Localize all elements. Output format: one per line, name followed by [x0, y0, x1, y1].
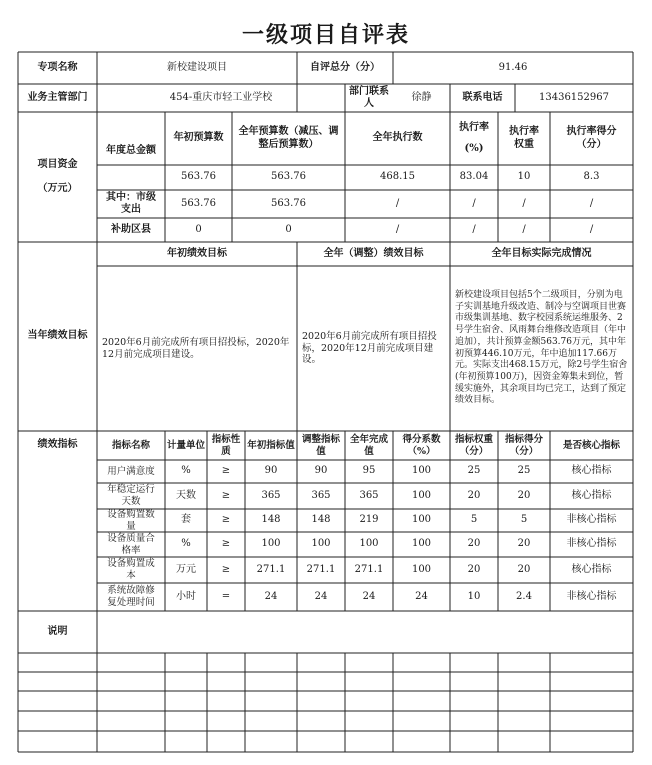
funds-section-label — [18, 112, 97, 242]
indicator-cell: 20 — [467, 489, 481, 501]
contact-label: 部门联系人 — [349, 85, 389, 109]
goals-initial-text: 2020年6月前完成所有项目招投标，2020年12月前完成项目建设。 — [102, 336, 290, 360]
funds-county-executed: / — [395, 223, 400, 235]
ind-h-adjusted: 调整指标值 — [301, 433, 340, 457]
funds-header-total: 年度总金额 — [106, 144, 156, 156]
rate-label: 执行率 — [459, 122, 489, 133]
indicator-cell: 核心指标 — [571, 489, 612, 501]
indicator-cell: ≥ — [221, 465, 231, 477]
indicator-cell: 10 — [467, 590, 481, 602]
indicator-cell: 20 — [467, 538, 481, 550]
indicator-cell: 365 — [359, 489, 379, 501]
goals-section-label: 当年绩效目标 — [27, 330, 88, 342]
funds-total-score: 8.3 — [583, 171, 600, 183]
rate-unit: (%) — [464, 142, 484, 154]
indicator-cell: 100 — [411, 489, 432, 501]
indicator-cell: 24 — [314, 590, 328, 602]
indicator-cell: 20 — [517, 538, 531, 550]
indicator-name: 设备质量合格率 — [107, 532, 155, 556]
indicator-cell: 非核心指标 — [566, 514, 617, 526]
funds-header-rate — [450, 112, 498, 165]
funds-header-initial: 年初预算数 — [173, 132, 224, 144]
indicator-cell: 271.1 — [306, 563, 336, 575]
indicator-cell: 20 — [467, 563, 481, 575]
indicator-cell: 100 — [411, 514, 432, 526]
indicator-cell: = — [221, 590, 231, 602]
self-score-value: 91.46 — [498, 61, 528, 73]
ind-h-nature: 指标性质 — [211, 433, 241, 457]
funds-city-rate: / — [472, 197, 476, 209]
indicator-cell: 100 — [411, 538, 432, 550]
goals-adjusted-text: 2020年6月前完成所有项目招投标，2020年12月前完成项目建设。 — [302, 330, 437, 366]
notes-content[interactable] — [97, 611, 633, 653]
indicator-cell: 148 — [311, 514, 331, 526]
contact-value: 徐静 — [411, 91, 432, 103]
indicator-cell: 5 — [470, 514, 478, 526]
funds-total-rate: 83.04 — [459, 171, 489, 183]
indicator-cell: 24 — [415, 590, 428, 602]
indicator-cell: 90 — [264, 465, 278, 477]
indicator-cell: 365 — [311, 489, 331, 501]
funds-county-score: / — [589, 223, 594, 235]
indicator-cell: 万元 — [176, 563, 196, 575]
indicator-cell: 20 — [517, 563, 531, 575]
indicator-name: 设备购置数量 — [107, 508, 155, 532]
ind-h-initial: 年初指标值 — [247, 439, 295, 451]
ind-h-unit: 计量单位 — [167, 439, 206, 451]
indicator-name: 用户满意度 — [107, 465, 155, 477]
project-name-label: 专项名称 — [37, 61, 78, 73]
indicator-cell: 25 — [467, 465, 481, 477]
indicator-cell: 小时 — [176, 590, 196, 602]
ind-h-coef: 得分系数（%） — [402, 433, 441, 457]
funds-header-executed: 全年执行数 — [372, 132, 423, 144]
funds-city-initial: 563.76 — [181, 197, 216, 209]
indicator-cell: 100 — [411, 563, 432, 575]
indicator-cell: 100 — [359, 538, 379, 550]
funds-county-adjusted: 0 — [285, 223, 292, 235]
funds-city-score: / — [589, 197, 594, 209]
indicator-cell: 25 — [517, 465, 531, 477]
funds-county-initial: 0 — [195, 223, 202, 235]
indicator-cell: 100 — [311, 538, 331, 550]
ind-h-score: 指标得分（分） — [504, 433, 543, 457]
indicator-cell: ≥ — [221, 538, 231, 550]
funds-total-initial: 563.76 — [181, 171, 216, 183]
ind-h-name: 指标名称 — [111, 439, 150, 451]
indicator-cell: 271.1 — [256, 563, 286, 575]
funds-header-weight: 执行率权重 — [509, 126, 539, 150]
funds-county-label: 补助区县 — [111, 223, 151, 235]
funds-county-weight: / — [522, 223, 526, 235]
indicator-name: 设备购置成本 — [107, 558, 155, 581]
goals-actual-text: 新校建设项目包括5个二级项目，分别为电子实训基地升级改造、制冷与空调项目世赛市级集训基地、数字校园系统运维服务、2号学生宿舍、风雨舞台维修改造项目（年中追加），共计预算金额563.76万元，其中年初预算446.10万元，年中追加117.66万元。实际支出468.15万元，除2号学生宿舍(年初预算100万)，因资金筹集未到位，暂缓实施外，其余项目均已完工，达到了预定绩效目标。 — [455, 290, 628, 406]
funds-county-rate: / — [472, 223, 476, 235]
ind-h-weight: 指标权重（分） — [454, 433, 493, 457]
notes-label: 说明 — [47, 625, 68, 637]
funds-total-executed: 468.15 — [380, 171, 415, 183]
indicator-cell: 2.4 — [516, 590, 532, 602]
ind-h-actual: 全年完成值 — [349, 433, 388, 457]
funds-label: 项目资金 — [37, 158, 78, 170]
goals-col-actual: 全年目标实际完成情况 — [491, 247, 592, 259]
funds-total-adjusted: 563.76 — [271, 171, 306, 183]
goals-col-initial: 年初绩效目标 — [167, 247, 227, 259]
phone-label: 联系电话 — [462, 91, 503, 103]
project-name-value: 新校建设项目 — [167, 61, 227, 73]
goals-col-adjusted: 全年（调整）绩效目标 — [323, 247, 424, 259]
indicator-name: 年稳定运行天数 — [107, 484, 155, 507]
indicator-cell: 100 — [261, 538, 281, 550]
indicator-cell: 非核心指标 — [566, 538, 617, 550]
indicator-cell: 24 — [362, 590, 376, 602]
indicator-cell: 271.1 — [354, 563, 384, 575]
phone-value: 13436152967 — [539, 91, 609, 103]
indicator-cell: 20 — [517, 489, 531, 501]
dept-value: 454-重庆市轻工业学校 — [169, 91, 273, 103]
indicator-cell: 100 — [411, 465, 432, 477]
funds-unit: （万元） — [37, 183, 78, 194]
funds-city-executed: / — [395, 197, 400, 209]
indicator-cell: 90 — [314, 465, 328, 477]
indicator-cell: 5 — [520, 514, 528, 526]
self-score-label: 自评总分（分） — [310, 61, 380, 73]
page-title: 一级项目自评表 — [241, 22, 410, 48]
indicator-cell: 24 — [264, 590, 278, 602]
funds-city-weight: / — [522, 197, 526, 209]
indicators-section-label: 绩效指标 — [37, 439, 78, 451]
indicator-cell: 非核心指标 — [566, 590, 617, 602]
funds-city-label: 其中：市级支出 — [106, 191, 156, 215]
indicator-cell: ≥ — [221, 563, 231, 575]
indicator-cell: 95 — [362, 465, 376, 477]
indicator-cell: 365 — [261, 489, 281, 501]
indicator-cell: 219 — [359, 514, 379, 526]
indicator-cell: 套 — [181, 514, 191, 526]
indicator-cell: ≥ — [221, 489, 231, 501]
indicator-cell: ≥ — [221, 514, 231, 526]
indicator-cell: 核心指标 — [571, 465, 612, 477]
funds-header-score: 执行率得分（分） — [566, 126, 617, 150]
indicator-cell: 148 — [261, 514, 281, 526]
indicator-cell: % — [181, 465, 191, 477]
indicator-cell: 核心指标 — [571, 563, 612, 575]
dept-label: 业务主管部门 — [27, 91, 88, 103]
indicator-cell: % — [181, 538, 191, 550]
indicator-cell: 天数 — [176, 489, 196, 501]
funds-total-weight: 10 — [517, 171, 531, 183]
funds-header-adjusted: 全年预算数（减压、调整后预算数） — [238, 126, 339, 150]
ind-h-core: 是否核心指标 — [562, 439, 620, 451]
indicator-name: 系统故障修复处理时间 — [107, 585, 155, 608]
funds-city-adjusted: 563.76 — [271, 197, 306, 209]
